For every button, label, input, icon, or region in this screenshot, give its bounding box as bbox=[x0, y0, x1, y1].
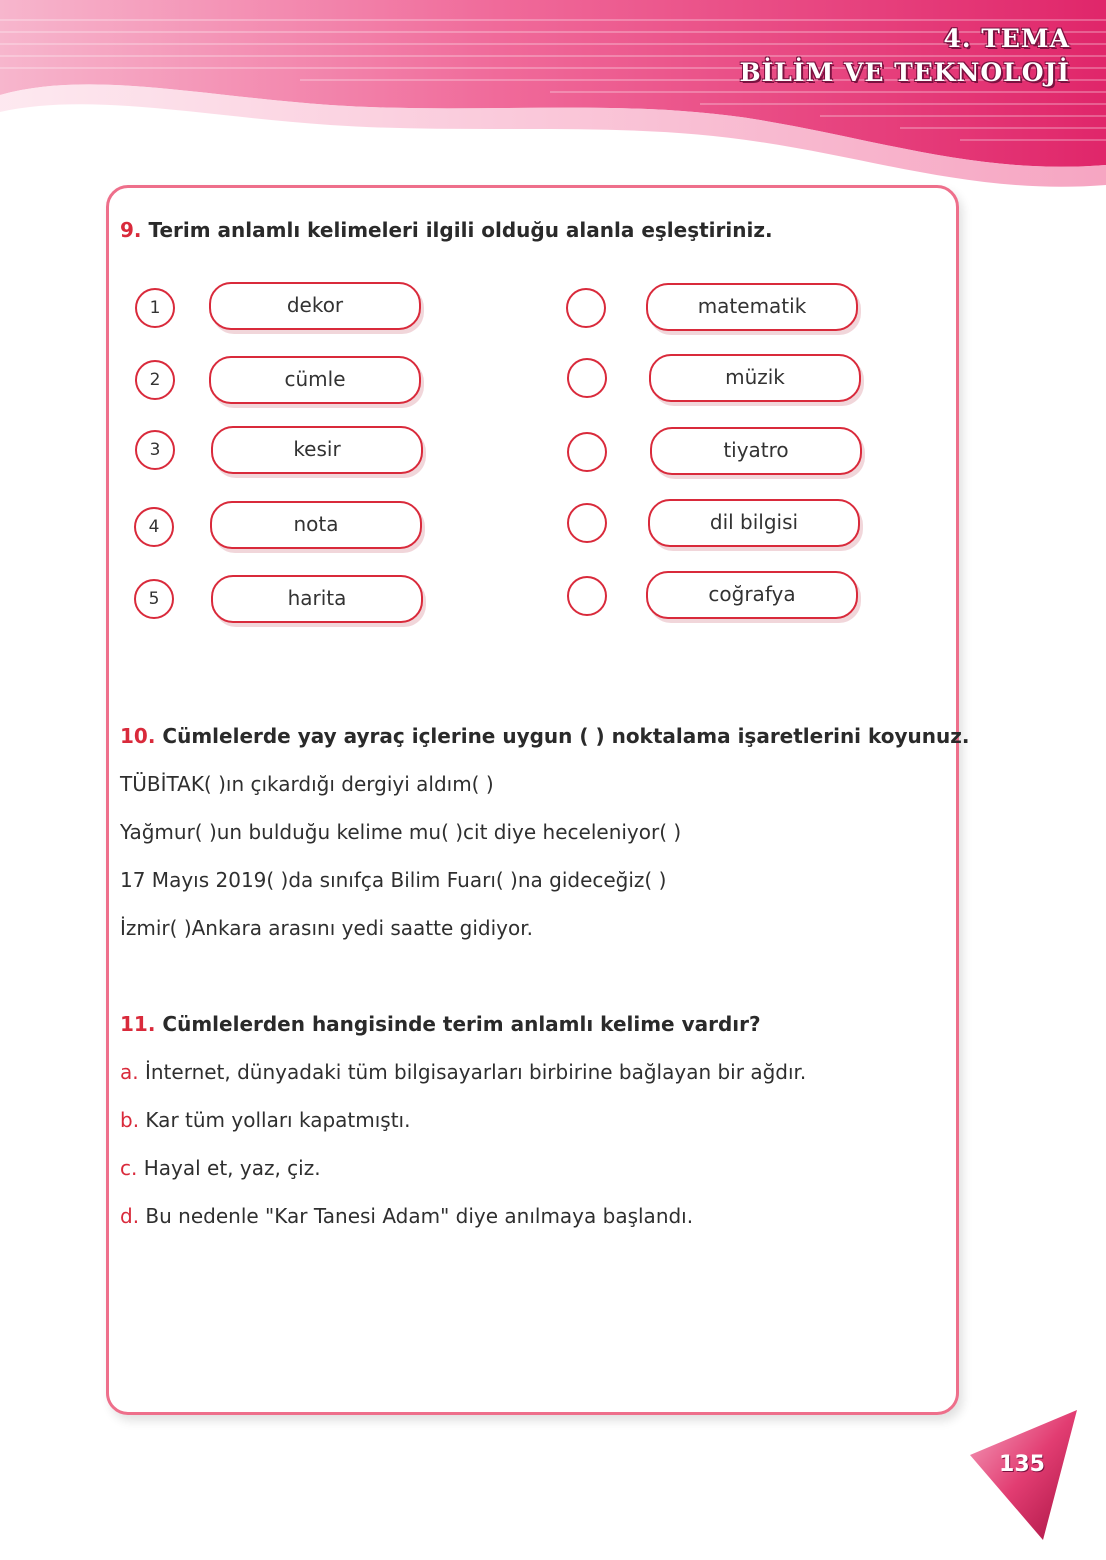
question-9-text: Terim anlamlı kelimeleri ilgili olduğu alanla eşleştiriniz. bbox=[148, 218, 773, 242]
right-field-box[interactable]: coğrafya bbox=[646, 571, 858, 619]
answer-circle[interactable] bbox=[566, 288, 606, 328]
option-text: İnternet, dünyadaki tüm bilgisayarları birbirine bağlayan bir ağdır. bbox=[144, 1060, 807, 1084]
sentence-line: Yağmur( )un bulduğu kelime mu( )cit diye heceleniyor( ) bbox=[120, 820, 682, 844]
question-11-number: 11. bbox=[120, 1012, 156, 1036]
left-word-box[interactable]: harita bbox=[211, 575, 423, 623]
option-letter: d. bbox=[120, 1204, 140, 1228]
right-field-box[interactable]: tiyatro bbox=[650, 427, 862, 475]
answer-option-a[interactable] bbox=[120, 1060, 806, 1084]
sentence-line: 17 Mayıs 2019( )da sınıfça Bilim Fuarı( )na gideceğiz( ) bbox=[120, 868, 667, 892]
answer-option-b[interactable] bbox=[120, 1108, 410, 1132]
answer-circle[interactable] bbox=[567, 503, 607, 543]
question-10-text: Cümlelerde yay ayraç içlerine uygun ( ) noktalama işaretlerini koyunuz. bbox=[162, 724, 970, 748]
page-number: 135 bbox=[999, 1452, 1045, 1477]
question-11-text: Cümlelerden hangisinde terim anlamlı kelime vardır? bbox=[162, 1012, 761, 1036]
answer-circle[interactable] bbox=[567, 358, 607, 398]
answer-option-c[interactable] bbox=[120, 1156, 321, 1180]
question-9 bbox=[120, 218, 773, 242]
left-number-circle: 2 bbox=[135, 360, 175, 400]
option-letter: a. bbox=[120, 1060, 139, 1084]
option-letter: c. bbox=[120, 1156, 138, 1180]
theme-title bbox=[739, 22, 1070, 90]
answer-option-d[interactable] bbox=[120, 1204, 693, 1228]
theme-number: 4. TEMA bbox=[943, 24, 1070, 53]
sentence-line: İzmir( )Ankara arasını yedi saatte gidiyor. bbox=[120, 916, 533, 940]
option-text: Bu nedenle "Kar Tanesi Adam" diye anılmaya başlandı. bbox=[145, 1204, 694, 1228]
left-number-circle: 1 bbox=[135, 288, 175, 328]
option-letter: b. bbox=[120, 1108, 140, 1132]
left-word-box[interactable]: nota bbox=[210, 501, 422, 549]
right-field-box[interactable]: müzik bbox=[649, 354, 861, 402]
left-word-box[interactable]: dekor bbox=[209, 282, 421, 330]
left-number-circle: 5 bbox=[134, 579, 174, 619]
sentence-line: TÜBİTAK( )ın çıkardığı dergiyi aldım( ) bbox=[120, 772, 494, 796]
question-9-number: 9. bbox=[120, 218, 142, 242]
answer-circle[interactable] bbox=[567, 576, 607, 616]
theme-name: BİLİM VE TEKNOLOJİ bbox=[739, 58, 1070, 87]
option-text: Hayal et, yaz, çiz. bbox=[143, 1156, 321, 1180]
answer-circle[interactable] bbox=[567, 432, 607, 472]
right-field-box[interactable]: matematik bbox=[646, 283, 858, 331]
left-number-circle: 4 bbox=[134, 507, 174, 547]
right-field-box[interactable]: dil bilgisi bbox=[648, 499, 860, 547]
question-10-number: 10. bbox=[120, 724, 156, 748]
left-number-circle: 3 bbox=[135, 430, 175, 470]
option-text: Kar tüm yolları kapatmıştı. bbox=[145, 1108, 411, 1132]
left-word-box[interactable]: kesir bbox=[211, 426, 423, 474]
question-11 bbox=[120, 1012, 761, 1036]
left-word-box[interactable]: cümle bbox=[209, 356, 421, 404]
question-10 bbox=[120, 724, 970, 748]
